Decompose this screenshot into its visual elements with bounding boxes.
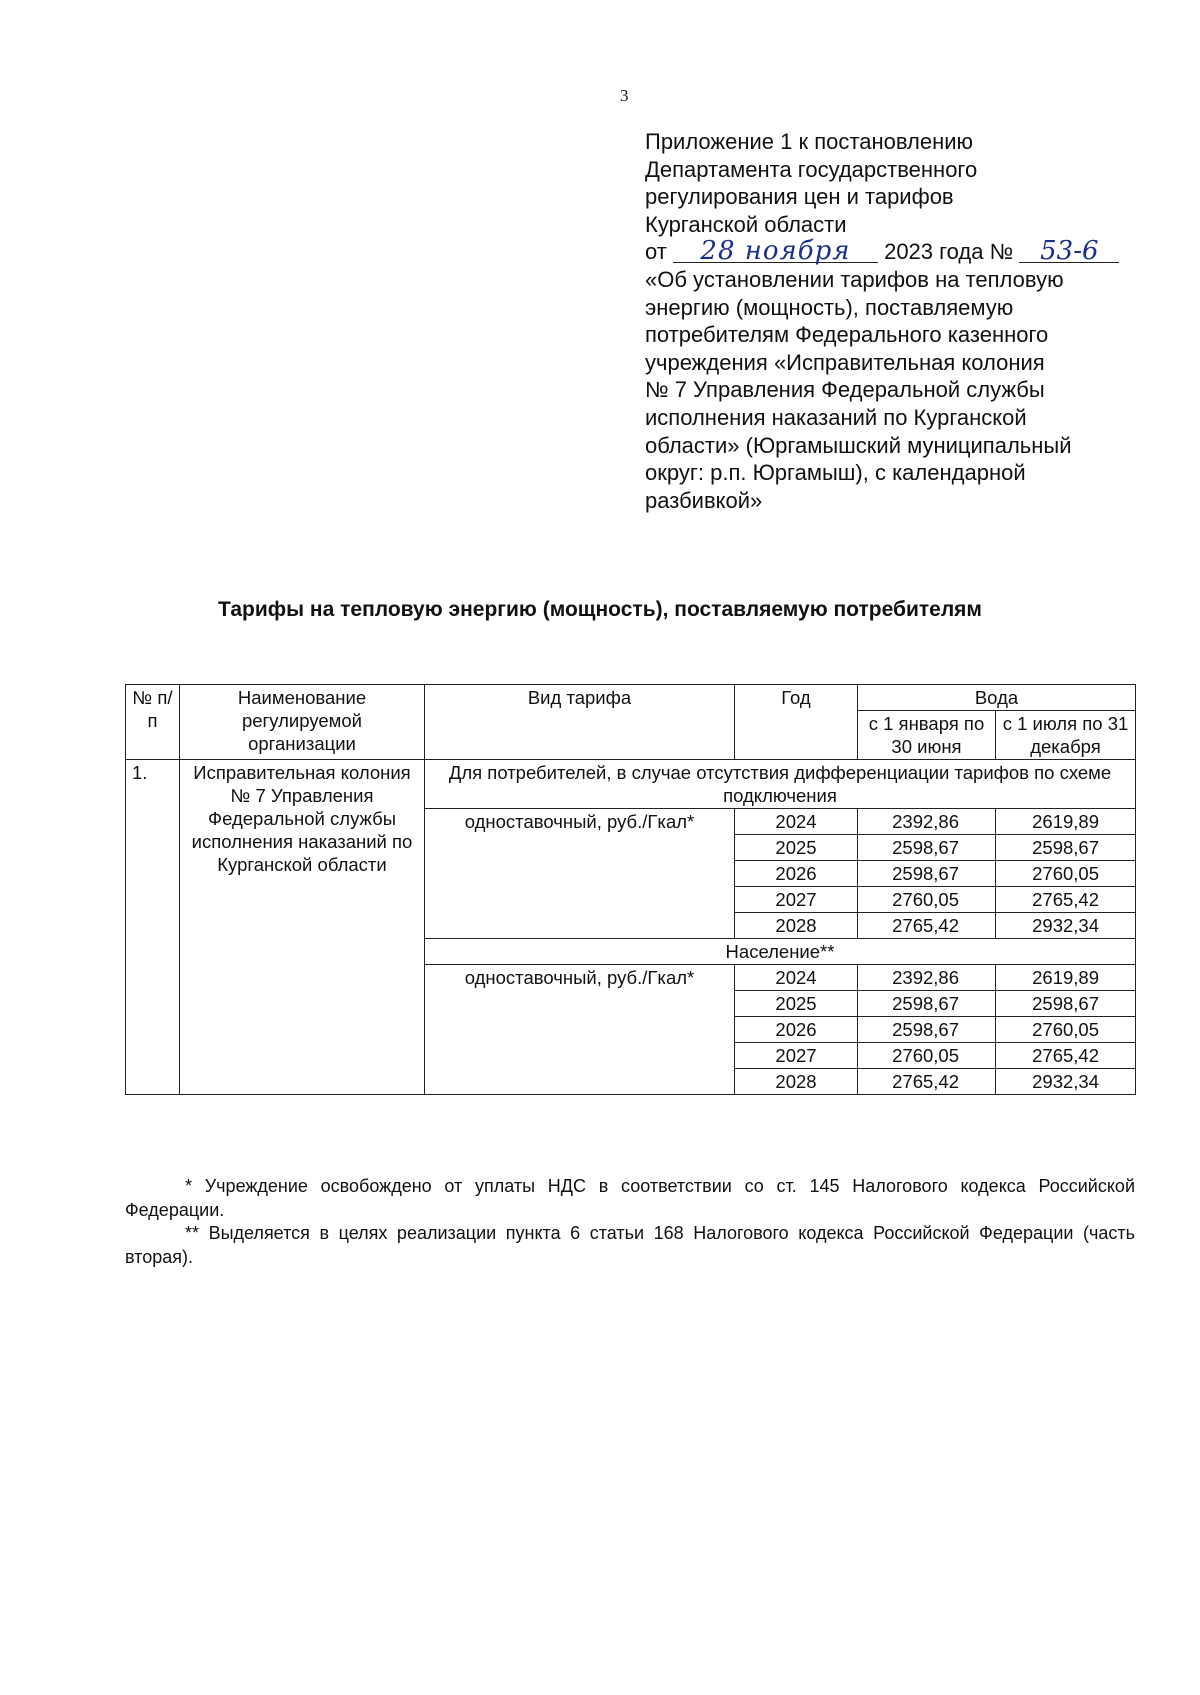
header-organization: Наименование регулируемой организации — [180, 685, 425, 760]
appendix-subject-line: учреждения «Исправительная колония — [645, 349, 1045, 375]
value-period-2: 2765,42 — [996, 1043, 1136, 1069]
footnote-population: ** Выделяется в целях реализации пункта 6 статьи 168 Налогового кодекса Российской Федерации (часть вторая). — [125, 1223, 1135, 1267]
header-period-1: с 1 января по 30 июня — [858, 711, 996, 760]
handwritten-number: 53-6 — [1019, 240, 1119, 263]
value-period-1: 2760,05 — [858, 887, 996, 913]
value-period-1: 2760,05 — [858, 1043, 996, 1069]
appendix-date-line — [645, 238, 1145, 266]
year-cell: 2028 — [735, 1069, 858, 1095]
appendix-line: Приложение 1 к постановлению — [645, 129, 974, 154]
value-period-1: 2392,86 — [858, 965, 996, 991]
appendix-subject-line: области» (Юргамышский муниципальный — [645, 432, 1072, 458]
table-row — [126, 760, 1136, 809]
appendix-line: Курганской области — [645, 211, 847, 237]
value-period-1: 2598,67 — [858, 861, 996, 887]
tariff-type: одноставочный, руб./Гкал* — [425, 809, 735, 939]
date-suffix: 2023 года № — [884, 239, 1014, 265]
value-period-2: 2619,89 — [996, 809, 1136, 835]
tariff-table — [125, 684, 1136, 1095]
year-cell: 2027 — [735, 887, 858, 913]
date-prefix: от — [645, 239, 667, 265]
footnotes — [125, 1175, 1135, 1269]
appendix-subject-line: потребителям Федерального казенного — [645, 322, 1049, 348]
table-header-row — [126, 685, 1136, 711]
year-cell: 2024 — [735, 965, 858, 991]
appendix-subject-line: исполнения наказаний по Курганской — [645, 404, 1027, 430]
appendix-line: регулирования цен и тарифов — [645, 184, 954, 210]
year-cell: 2025 — [735, 835, 858, 861]
value-period-2: 2760,05 — [996, 1017, 1136, 1043]
appendix-subject-line: округ: р.п. Юргамыш), с календарной — [645, 460, 1026, 486]
year-cell: 2024 — [735, 809, 858, 835]
handwritten-date: 28 ноября — [673, 240, 878, 263]
value-period-1: 2598,67 — [858, 1017, 996, 1043]
value-period-1: 2392,86 — [858, 809, 996, 835]
appendix-subject-line: энергию (мощность), поставляемую — [645, 294, 1014, 320]
group-label: Для потребителей, в случае отсутствия дифференциации тарифов по схеме подключения — [425, 760, 1136, 809]
header-period-2: с 1 июля по 31 декабря — [996, 711, 1136, 760]
footnote-vat: * Учреждение освобождено от уплаты НДС в соответствии со ст. 145 Налогового кодекса Российской Федерации. — [125, 1176, 1135, 1220]
appendix-subject-line: «Об установлении тарифов на тепловую — [645, 266, 1064, 292]
appendix-subject-line: № 7 Управления Федеральной службы — [645, 377, 1045, 403]
header-tariff-type: Вид тарифа — [425, 685, 735, 760]
value-period-2: 2932,34 — [996, 913, 1136, 939]
value-period-2: 2760,05 — [996, 861, 1136, 887]
value-period-2: 2765,42 — [996, 887, 1136, 913]
value-period-2: 2598,67 — [996, 991, 1136, 1017]
appendix-subject-line: разбивкой» — [645, 487, 763, 513]
organization-name: Исправительная колония № 7 Управления Федеральной службы исполнения наказаний по Курганской области — [180, 760, 425, 1095]
row-number: 1. — [126, 760, 180, 1095]
value-period-2: 2932,34 — [996, 1069, 1136, 1095]
page-title: Тарифы на тепловую энергию (мощность), поставляемую потребителям — [218, 598, 982, 621]
year-cell: 2028 — [735, 913, 858, 939]
page-number: 3 — [620, 86, 629, 105]
year-cell: 2026 — [735, 861, 858, 887]
tariff-type: одноставочный, руб./Гкал* — [425, 965, 735, 1095]
year-cell: 2026 — [735, 1017, 858, 1043]
value-period-2: 2598,67 — [996, 835, 1136, 861]
year-cell: 2025 — [735, 991, 858, 1017]
appendix-header — [645, 128, 1145, 514]
value-period-1: 2598,67 — [858, 835, 996, 861]
year-cell: 2027 — [735, 1043, 858, 1069]
header-water: Вода — [858, 685, 1136, 711]
value-period-1: 2598,67 — [858, 991, 996, 1017]
group-label: Население** — [425, 939, 1136, 965]
value-period-2: 2619,89 — [996, 965, 1136, 991]
value-period-1: 2765,42 — [858, 913, 996, 939]
appendix-line: Департамента государственного — [645, 156, 978, 182]
header-year: Год — [735, 685, 858, 760]
value-period-1: 2765,42 — [858, 1069, 996, 1095]
header-num: № п/п — [126, 685, 180, 760]
